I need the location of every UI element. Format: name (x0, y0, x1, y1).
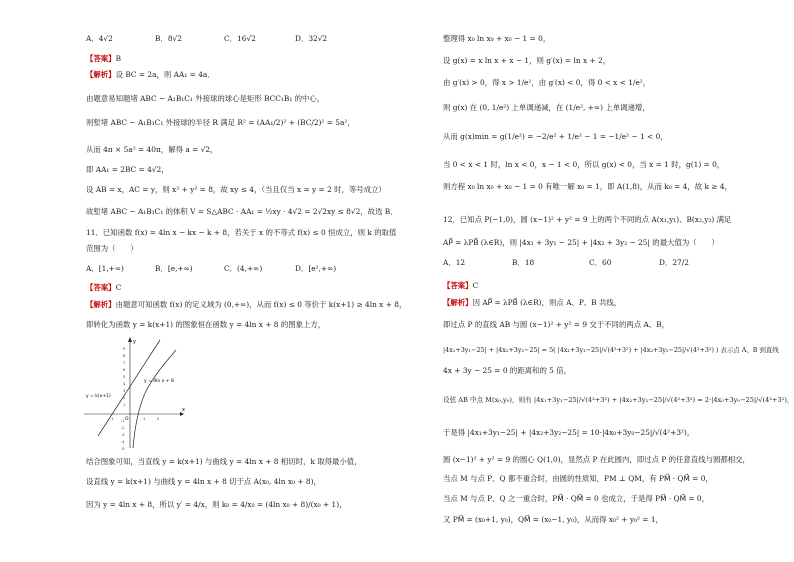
q10-explanation-line-1: 由题意易知题堵 ABC − A₁B₁C₁ 外接球的球心是矩形 BCC₁B₁ 的中心， (86, 94, 325, 103)
q11-explanation-line-1: 即转化为函数 y = k(x+1) 的图象恒在函数 y = 4ln x + 8 的图象上方， (86, 320, 326, 329)
q12-stem-line-0: 12．已知点 P(−1,0)，圆 (x−1)² + y² = 9 上的两个不同的点 A(x₁,y₁)、B(x₂,y₂) 满足 (443, 215, 732, 224)
explanation-text: 因 AP⃗ = λPB⃗ (λ∈R)，则点 A、P、B 共线， (472, 298, 622, 307)
answer-value: B (115, 54, 122, 63)
function-graph (80, 336, 200, 454)
q11-answer (86, 283, 121, 293)
explanation-text: 设 BC = 2a，则 AA₁ = 4a． (115, 70, 215, 79)
deriv-line-2: 由 g′(x) > 0，得 x > 1/e²，由 g′(x) < 0，得 0 < x < 1/e²， (443, 78, 651, 87)
q11-option-b: B．[e,+∞) (155, 264, 193, 273)
q10-explanation-line-0 (86, 70, 215, 80)
q12-option-b: B．18 (512, 258, 535, 267)
answer-value: C (115, 283, 122, 292)
origin-label: O (125, 417, 129, 422)
axis-x-label: x (182, 407, 185, 413)
svg-text:-4: -4 (121, 440, 125, 444)
q11-option-d: D．[e²,+∞) (295, 264, 337, 273)
deriv-line-0: 整理得 x₀ ln x₀ + x₀ − 1 = 0， (443, 34, 551, 43)
q12-explanation-line-8: 当点 M 与点 P、Q 之一重合时，PM⃗ · QM⃗ = 0 也成立，于是得 PM⃗ · QM⃗ = 0， (443, 494, 709, 503)
explanation-text: 由题意可知函数 f(x) 的定义域为 (0,+∞)，从而 f(x) ≤ 0 等价于 k(x+1) ≥ 4ln x + 8， (115, 300, 407, 309)
deriv-line-5: 当 0 < x < 1 时，ln x < 0，x − 1 < 0，所以 g(x) < 0，当 x = 1 时，g(1) = 0， (443, 160, 725, 169)
svg-text:1: 1 (123, 403, 126, 407)
q11-stem-line-1: 范围为（ ） (86, 244, 138, 253)
x-tick-labels (110, 417, 159, 421)
tangent-line (98, 340, 160, 436)
q10-option-b: B．8√2 (155, 34, 182, 43)
q12-explanation-line-2: |4x₁+3y₁−25| + |4x₂+3y₂−25| = 5( |4x₁+3y₁−25|/√(4²+3²) + |4x₂+3y₂−25|/√(4²+3²) ) 表示点 A、B 到直线 (443, 346, 779, 354)
q12-option-c: C．60 (589, 258, 612, 267)
q10-option-a: A．4√2 (86, 34, 113, 43)
q11-option-c: C．(4,+∞) (224, 264, 263, 273)
q10-explanation-line-4: 即 AA₁ = 2BC = 4√2， (86, 165, 169, 174)
q12-option-a: A．12 (443, 258, 466, 267)
q10-answer (86, 54, 121, 64)
q12-explanation-line-6: 圆 (x−1)² + y² = 9 的圆心 Q(1,0)，显然点 P 在此圆内，即过点 P 的任意直线与圆都相交， (443, 455, 750, 464)
svg-text:-3: -3 (121, 433, 125, 437)
q12-answer (443, 281, 478, 291)
q12-explanation-line-1: 即过点 P 的直线 AB 与圆 (x−1)² + y² = 9 交于不同的两点 A、B， (443, 320, 670, 329)
line-label: y = k(x+1) (86, 394, 111, 399)
svg-text:4: 4 (123, 382, 126, 386)
answer-label: 【答案】 (443, 281, 473, 290)
answer-label: 【答案】 (86, 54, 116, 63)
svg-text:2: 2 (123, 396, 126, 400)
q12-explanation-line-3: 4x + 3y − 25 = 0 的距离和的 5 倍， (443, 366, 572, 375)
q12-explanation-line-7: 当点 M 与点 P、Q 都不重合时，由圆的性质知，PM ⊥ QM，有 PM⃗ · QM⃗ = 0， (443, 474, 713, 483)
svg-text:5: 5 (123, 375, 126, 379)
q10-explanation-line-3: 从而 4π × 5a² = 40π，解得 a = √2， (86, 145, 218, 154)
curve-label: y = 4ln x + 8 (144, 379, 174, 384)
deriv-line-6: 则方程 x₀ ln x₀ + x₀ − 1 = 0 有唯一解 x₀ = 1，即 A(1,8)，从而 k₀ = 4，故 k ≥ 4， (443, 182, 732, 191)
q12-explanation-line-0 (443, 298, 621, 308)
svg-text:6: 6 (123, 368, 126, 372)
svg-text:2: 2 (157, 417, 160, 421)
deriv-line-4: 从而 g(x)min = g(1/e²) = −2/e² + 1/e² − 1 = −1/e² − 1 < 0， (443, 132, 668, 141)
svg-text:-5: -5 (121, 447, 125, 451)
svg-text:3: 3 (123, 389, 126, 393)
deriv-line-3: 则 g(x) 在 (0, 1/e²) 上单调递减，在 (1/e², +∞) 上单调递增， (443, 103, 650, 112)
svg-text:-1: -1 (121, 419, 125, 423)
q11-option-a: A．[1,+∞) (86, 264, 124, 273)
q12-explanation-line-5: 于是得 |4x₁+3y₁−25| + |4x₂+3y₂−25| = 10·|4x₀+3y₀−25|/√(4²+3²)， (443, 428, 695, 437)
q11-explanation-line-3: 设直线 y = k(x+1) 与曲线 y = 4ln x + 8 切于点 A(x₀, 4ln x₀ + 8)， (86, 477, 321, 486)
q12-stem-line-1: AP⃗ = λPB⃗ (λ∈R)，则 |4x₁ + 3y₁ − 25| + |4x₂ + 3y₂ − 25| 的最大值为（ ） (443, 238, 719, 247)
svg-text:9: 9 (123, 347, 126, 351)
y-axis-arrow (128, 337, 132, 342)
deriv-line-1: 设 g(x) = x ln x + x − 1，则 g′(x) = ln x + 2， (443, 56, 611, 65)
svg-text:-2: -2 (121, 426, 125, 430)
q10-explanation-line-6: 故堑堵 ABC − A₁B₁C₁ 的体积 V = S△ABC · AA₁ = ½xy · 4√2 = 2√2xy ≤ 8√2，故选 B． (86, 207, 398, 216)
q12-explanation-line-4: 设弦 AB 中点 M(x₀,y₀)，则有 |4x₁+3y₁−25|/√(4²+3²) + |4x₂+3y₂−25|/√(4²+3²) = 2·|4x₀+3y₀−25|/√(4²+3²)， (443, 396, 794, 404)
q10-option-c: C．16√2 (224, 34, 256, 43)
q11-explanation-line-4: 因为 y = 4ln x + 8，所以 y′ = 4/x，则 k₀ = 4/x₀ = (4ln x₀ + 8)/(x₀ + 1)， (86, 500, 347, 509)
axis-y-label: y (133, 339, 136, 345)
explanation-label: 【解析】 (443, 298, 473, 307)
log-curve (133, 350, 176, 448)
svg-text:8: 8 (123, 354, 126, 358)
q10-option-d: D．32√2 (295, 34, 328, 43)
q11-explanation-line-2: 结合图象可知，当直线 y = k(x+1) 与曲线 y = 4ln x + 8 相切时，k 取得最小值， (86, 457, 362, 466)
answer-label: 【答案】 (86, 283, 116, 292)
q10-explanation-line-2: 则堑堵 ABC − A₁B₁C₁ 外接球的半径 R 满足 R² = (AA₁/2)² + (BC/2)² = 5a²， (86, 118, 355, 127)
q12-option-d: D．27/2 (659, 258, 689, 267)
q12-explanation-line-9: 又 PM⃗ = (x₀+1, y₀)，QM⃗ = (x₀−1, y₀)，从而得 x₀² + y₀² = 1， (443, 515, 663, 524)
svg-text:1: 1 (143, 417, 146, 421)
svg-text:-1: -1 (110, 417, 114, 421)
q11-stem-line-0: 11．已知函数 f(x) = 4ln x − kx − k + 8，若关于 x 的不等式 f(x) ≤ 0 恒成立，则 k 的取值 (86, 228, 397, 237)
q11-explanation-line-0 (86, 300, 406, 310)
explanation-label: 【解析】 (86, 70, 116, 79)
svg-text:7: 7 (123, 361, 126, 365)
q10-explanation-line-5: 设 AB = x，AC = y，则 x² + y² = 8，故 xy ≤ 4，（当且仅当 x = y = 2 时，等号成立） (86, 185, 386, 194)
explanation-label: 【解析】 (86, 300, 116, 309)
answer-value: C (472, 281, 479, 290)
